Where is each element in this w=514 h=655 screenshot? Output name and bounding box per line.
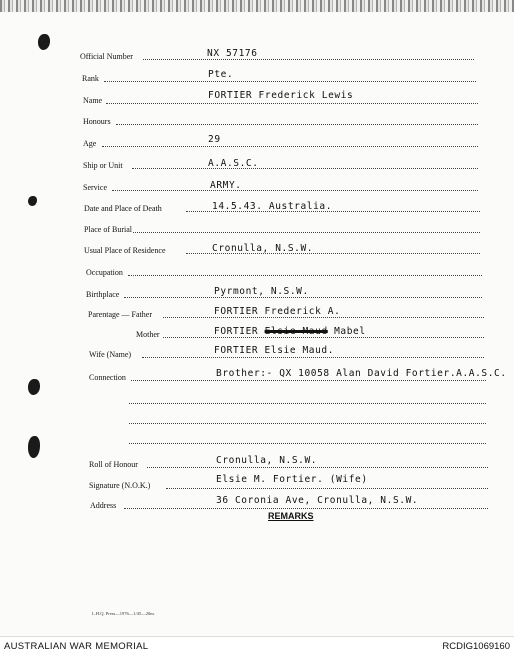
label-roll-of-honour: Roll of Honour bbox=[89, 460, 138, 469]
row-age bbox=[0, 130, 514, 150]
value-roll-of-honour: Cronulla, N.S.W. bbox=[216, 455, 318, 466]
dotted-line bbox=[112, 190, 478, 191]
label-father: Parentage — Father bbox=[88, 310, 152, 319]
label-usual-residence: Usual Place of Residence bbox=[84, 246, 166, 255]
label-name: Name bbox=[83, 96, 103, 105]
row-occupation bbox=[0, 259, 514, 279]
value-birthplace: Pyrmont, N.S.W. bbox=[214, 286, 309, 297]
value-official-number: NX 57176 bbox=[207, 48, 258, 59]
dotted-line bbox=[106, 103, 478, 104]
label-connection: Connection bbox=[89, 373, 126, 382]
label-age: Age bbox=[83, 139, 97, 148]
row-date-place-death bbox=[0, 195, 514, 215]
dotted-line bbox=[129, 403, 486, 404]
dotted-line bbox=[132, 168, 478, 169]
dotted-line bbox=[142, 357, 484, 358]
label-honours: Honours bbox=[83, 117, 111, 126]
row-father bbox=[0, 301, 514, 321]
scan-edge-noise bbox=[0, 0, 514, 12]
row-blank bbox=[0, 407, 514, 427]
dotted-line bbox=[102, 146, 478, 147]
value-service: ARMY. bbox=[210, 180, 242, 191]
remarks-heading: REMARKS bbox=[268, 511, 314, 521]
label-service: Service bbox=[83, 183, 107, 192]
label-birthplace: Birthplace bbox=[86, 290, 120, 299]
row-birthplace bbox=[0, 281, 514, 301]
value-mother bbox=[214, 326, 366, 337]
row-blank bbox=[0, 427, 514, 447]
row-connection bbox=[0, 364, 514, 384]
row-official-number bbox=[0, 43, 514, 63]
mother-surname: FORTIER bbox=[214, 326, 265, 337]
value-wife: FORTIER Elsie Maud. bbox=[214, 345, 335, 356]
label-mother: Mother bbox=[136, 330, 160, 339]
row-signature bbox=[0, 472, 514, 492]
label-wife: Wife (Name) bbox=[89, 350, 132, 359]
dotted-line bbox=[163, 317, 484, 318]
label-occupation: Occupation bbox=[86, 268, 123, 277]
label-address: Address bbox=[90, 501, 117, 510]
label-date-place-death: Date and Place of Death bbox=[84, 204, 162, 213]
dotted-line bbox=[163, 337, 484, 338]
row-ship-or-unit bbox=[0, 152, 514, 172]
footer-institution: AUSTRALIAN WAR MEMORIAL bbox=[4, 641, 149, 652]
mother-struck-name: Elsie Maud bbox=[264, 326, 328, 337]
footer-record-id: RCDIG1069160 bbox=[442, 641, 510, 652]
value-father: FORTIER Frederick A. bbox=[214, 306, 341, 317]
label-ship-or-unit: Ship or Unit bbox=[83, 161, 123, 170]
label-rank: Rank bbox=[82, 74, 99, 83]
row-wife bbox=[0, 341, 514, 361]
value-date-place-death: 14.5.43. Australia. bbox=[212, 201, 333, 212]
dotted-line bbox=[133, 232, 480, 233]
row-service bbox=[0, 174, 514, 194]
row-mother bbox=[0, 321, 514, 341]
label-official-number: Official Number bbox=[80, 52, 133, 61]
dotted-line bbox=[116, 124, 478, 125]
dotted-line bbox=[129, 443, 486, 444]
row-roll-of-honour bbox=[0, 451, 514, 471]
dotted-line bbox=[128, 275, 482, 276]
archive-footer bbox=[0, 636, 514, 655]
value-connection: Brother:- QX 10058 Alan David Fortier.A.A.S.C. bbox=[216, 368, 507, 379]
dotted-line bbox=[124, 508, 488, 509]
label-signature: Signature (N.O.K.) bbox=[89, 481, 151, 490]
value-age: 29 bbox=[208, 134, 221, 145]
dotted-line bbox=[129, 423, 486, 424]
row-usual-residence bbox=[0, 237, 514, 257]
label-place-of-burial: Place of Burial bbox=[84, 225, 132, 234]
dotted-line bbox=[104, 81, 476, 82]
dotted-line bbox=[143, 59, 474, 60]
value-rank: Pte. bbox=[208, 69, 234, 80]
dotted-line bbox=[131, 380, 486, 381]
value-usual-residence: Cronulla, N.S.W. bbox=[212, 243, 314, 254]
value-address: 36 Coronia Ave, Cronulla, N.S.W. bbox=[216, 495, 419, 506]
value-signature: Elsie M. Fortier. (Wife) bbox=[216, 474, 368, 485]
row-rank bbox=[0, 65, 514, 85]
dotted-line bbox=[147, 467, 488, 468]
row-address bbox=[0, 492, 514, 512]
row-place-of-burial bbox=[0, 216, 514, 236]
mother-corrected-name: Mabel bbox=[327, 326, 366, 337]
row-blank bbox=[0, 387, 514, 407]
value-name: FORTIER Frederick Lewis bbox=[208, 90, 354, 101]
printer-imprint: L.H.Q. Press—1976—1/45—20m. bbox=[92, 611, 155, 616]
row-name bbox=[0, 87, 514, 107]
row-honours bbox=[0, 108, 514, 128]
dotted-line bbox=[166, 488, 488, 489]
value-ship-or-unit: A.A.S.C. bbox=[208, 158, 259, 169]
dotted-line bbox=[124, 297, 482, 298]
